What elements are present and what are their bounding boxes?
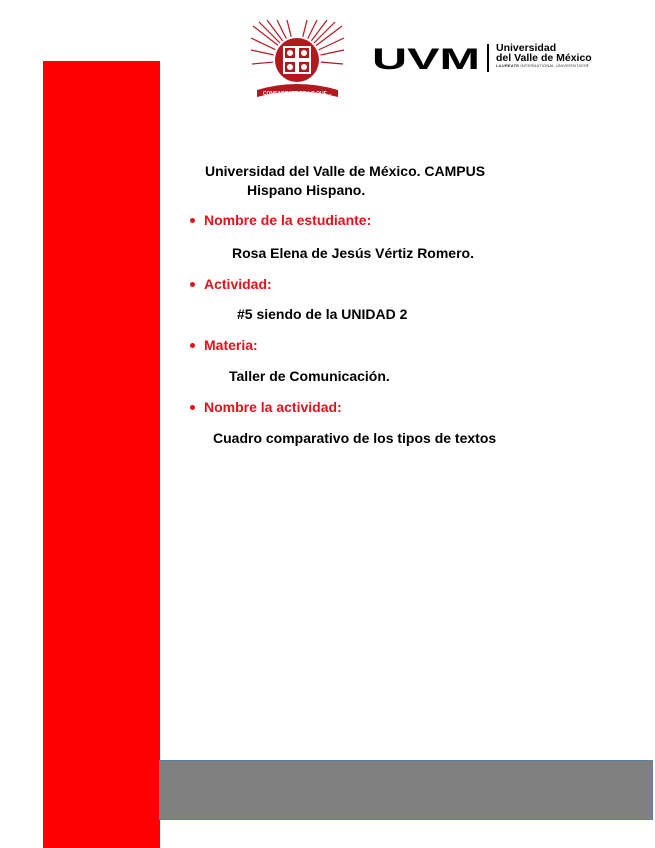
activity-value: #5 siendo de la UNIDAD 2	[237, 306, 408, 322]
uvm-divider	[487, 44, 489, 72]
uvm-line-1: Universidad	[496, 42, 557, 54]
uvm-wordmark	[496, 43, 592, 69]
student-name-value: Rosa Elena de Jesús Vértiz Romero.	[232, 245, 474, 261]
title-line-1: Universidad del Valle de México. CAMPUS	[205, 163, 486, 179]
subject-value: Taller de Comunicación.	[229, 368, 390, 384]
student-name-label: Nombre de la estudiante:	[190, 211, 371, 229]
bullet-icon	[190, 218, 195, 223]
uvm-line-2: del Valle de México	[496, 52, 592, 64]
seal-motto: CONSAGRATE DE LO QUE...	[262, 91, 332, 97]
bullet-icon	[190, 405, 195, 410]
activity-label: Actividad:	[190, 275, 272, 293]
svg-text:UVM: UVM	[372, 45, 480, 71]
title-line-2: Hispano Hispano.	[247, 182, 366, 198]
bullet-icon	[190, 282, 195, 287]
uvm-letters-logo	[372, 45, 482, 71]
subject-label: Materia:	[190, 336, 258, 354]
left-red-bar	[43, 61, 160, 848]
uvm-tagline: LAUREATE INTERNATIONAL UNIVERSITIES®	[496, 63, 590, 68]
activity-name-value: Cuadro comparativo de los tipos de textos	[213, 430, 497, 446]
university-seal-logo	[249, 20, 346, 98]
bullet-icon	[190, 343, 195, 348]
footer-gray-bar	[159, 760, 653, 820]
uvm-logo	[372, 40, 652, 76]
document-title	[205, 162, 585, 200]
activity-name-label: Nombre la actividad:	[190, 398, 342, 416]
